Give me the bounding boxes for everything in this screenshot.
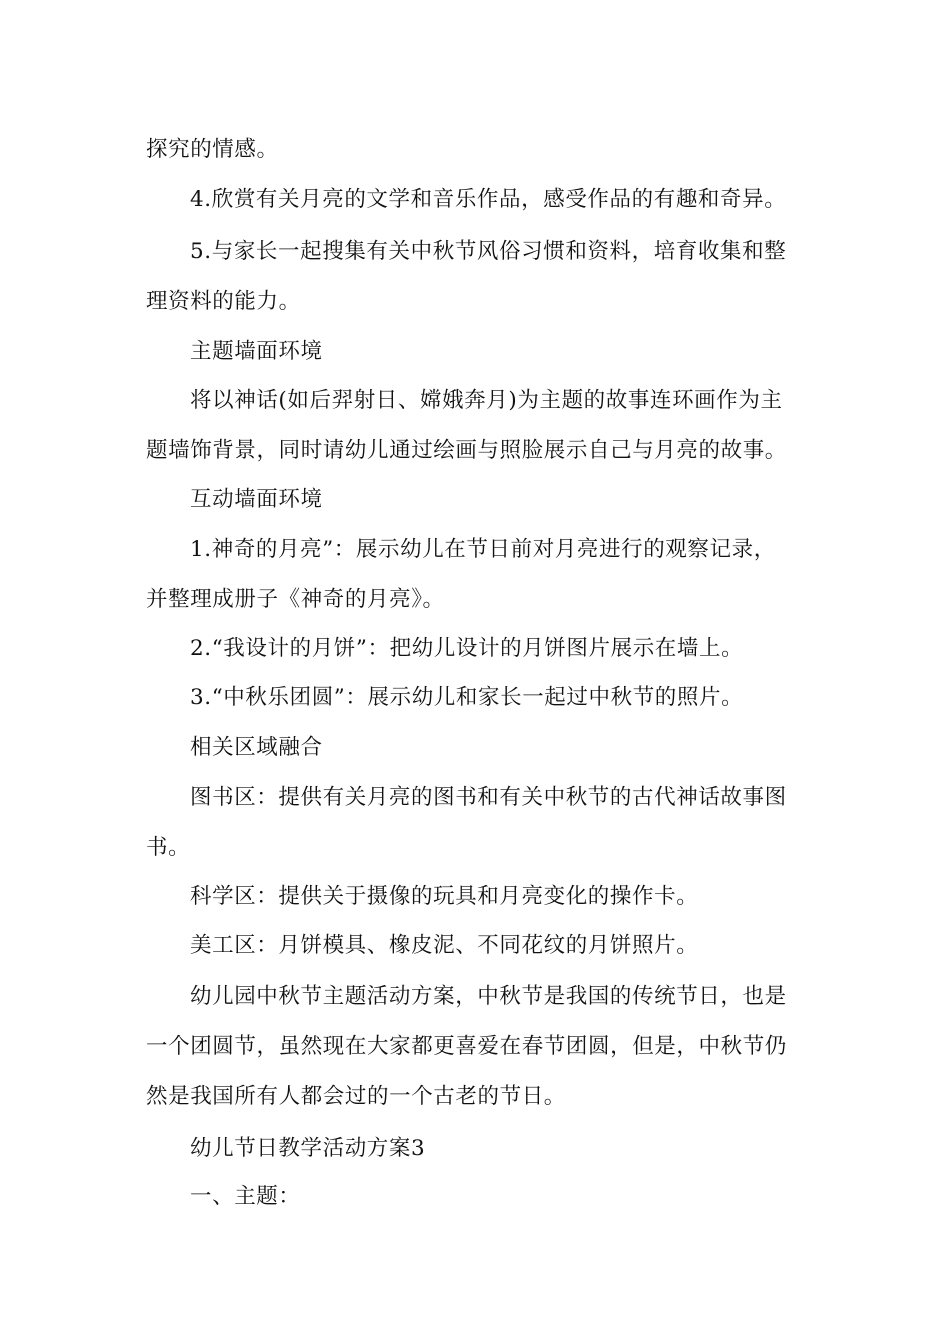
section-heading: 主题墙面环境 (190, 339, 323, 364)
text-line: 将以神话(如后羿射日、嫦娥奔月)为主题的故事连环画作为主 (190, 388, 783, 413)
text-line: 探究的情感。 (146, 137, 279, 162)
text-line: 书。 (146, 835, 191, 860)
text-line: 理资料的能力。 (146, 289, 301, 314)
section-heading: 幼儿节日教学活动方案3 (190, 1136, 426, 1161)
text-line: 3.“中秋乐团圆”：展示幼儿和家长一起过中秋节的照片。 (190, 685, 744, 710)
text-line: 并整理成册子《神奇的月亮》。 (146, 587, 445, 612)
text-line: 1.神奇的月亮”：展示幼儿在节日前对月亮进行的观察记录， (190, 537, 776, 562)
text-line: 然是我国所有人都会过的一个古老的节日。 (146, 1084, 566, 1109)
text-line: 幼儿园中秋节主题活动方案，中秋节是我国的传统节日，也是 (190, 984, 787, 1009)
text-line: 美工区：月饼模具、橡皮泥、不同花纹的月饼照片。 (190, 933, 699, 958)
text-line: 2.“我设计的月饼”：把幼儿设计的月饼图片展示在墙上。 (190, 636, 744, 661)
section-heading: 相关区域融合 (190, 735, 323, 760)
text-line: 一个团圆节，虽然现在大家都更喜爱在春节团圆，但是，中秋节仍 (146, 1034, 787, 1059)
text-line: 图书区：提供有关月亮的图书和有关中秋节的古代神话故事图 (190, 785, 787, 810)
text-line: 5.与家长一起搜集有关中秋节风俗习惯和资料，培育收集和整 (190, 239, 787, 264)
text-line: 题墙饰背景，同时请幼儿通过绘画与照脸展示自己与月亮的故事。 (146, 438, 787, 463)
section-heading: 互动墙面环境 (190, 487, 323, 512)
text-line: 4.欣赏有关月亮的文学和音乐作品，感受作品的有趣和奇异。 (190, 187, 787, 212)
section-heading: 一、主题： (190, 1184, 301, 1209)
text-line: 科学区：提供关于摄像的玩具和月亮变化的操作卡。 (190, 884, 699, 909)
